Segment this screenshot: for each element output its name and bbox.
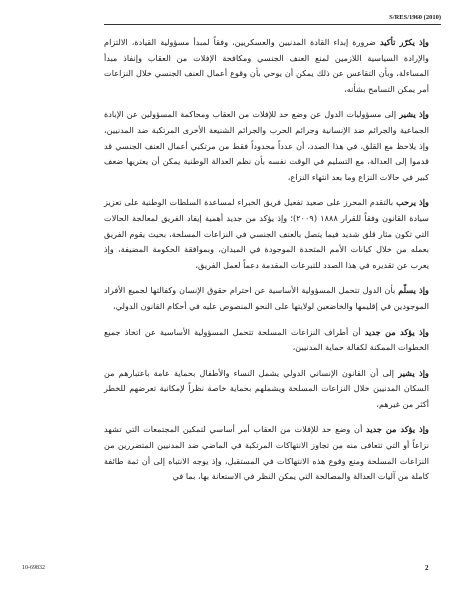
paragraph-lead: وإذ يؤكد من جديد <box>366 424 429 435</box>
paragraph-text: بأن الدول تتحمل المسؤولية الأساسية عن احترام حقوق الإنسان وكفالتها لجميع الأفراد الموجودين في إقليمها والخاضعين لولايتها على النحو المنصوص عليه في أحكام القانون الدولي، <box>104 285 429 311</box>
paragraph-lead: وإذ يؤكد من جديد <box>364 326 430 337</box>
header-divider <box>104 24 441 25</box>
paragraph-text: إلى أن القانون الإنساني الدولي يشمل النساء والأطفال بحماية عامة باعتبارهم من السكان المدنيين خلال النزاعات المسلحة ويشملهم بحماية خاصة نظراً لإمكانية تعرضهم للخطر أكثر من غيرهم، <box>104 367 429 409</box>
page-number: 2 <box>425 564 429 572</box>
paragraph-lead: وإذ يسلّم <box>398 285 429 296</box>
paragraph-4 <box>104 283 429 314</box>
page-footer <box>0 565 463 577</box>
paragraph-lead: وإذ يشير <box>398 367 430 378</box>
paragraph-6 <box>104 366 429 413</box>
paragraph-7 <box>104 422 429 484</box>
paragraph-text: ضرورة إبداء القادة المدنيين والعسكريين، وفقاً لمبدأ مسؤولية القيادة، الالتزام والإرادة السياسية اللازمين لمنع العنف الجنسي ومكافحة الإفلات من العقاب وإنفاذ مبدأ المساءلة، وبأن التقاعس عن ذلك يمكن أن يوحي بأن وقوع أعمال العنف الجنسي خلال النزاعات أمر يمكن التسامح بشأنه، <box>104 37 429 94</box>
paragraph-1 <box>104 35 429 97</box>
paragraph-text: بالتقدم المحرز على صعيد تفعيل فريق الخبراء لمساعدة السلطات الوطنية على تعزيز سيادة القانون وفقاً للقرار ١٨٨٨ (٢٠٠٩)؛ وإذ يؤكد من جديد أهمية إيفاد الفريق لمعالجة الحالات التي تكون مثار قلق شديد فيما يتصل بالعنف الجنسي في النزاعات المسلحة، بحيث يقوم الفريق بعمله من خلال كيانات الأمم المتحدة الموجودة في الميدان، وبموافقة الحكومة المضيفة، وإذ يعرب عن تقديره في هذا الصدد للتبرعات المقدمة دعماً لعمل الفريق، <box>104 197 430 270</box>
paragraph-text: أن وضع حد للإفلات من العقاب أمر أساسي لتمكين المجتمعات التي تشهد نزاعاً أو التي تتعافى منه من تجاوز الانتهاكات المرتكبة في الماضي ضد المدنيين المتضررين من النزاعات المسلحة ومنع وقوع هذه الانتهاكات في المستقبل، وإذ يوجه الانتباه إلى أن ثمة طائفة كاملة من آليات العدالة والمصالحة التي يمكن النظر في الاستعانة بها، بما في <box>104 424 429 482</box>
paragraph-lead: وإذ يرحب <box>396 197 429 208</box>
paragraph-lead: وإذ يكرّر تأكيد <box>379 37 429 47</box>
document-code: 10-69832 <box>22 565 45 571</box>
paragraph-text: إلى مسؤوليات الدول عن وضع حد للإفلات من العقاب ومحاكمة المسؤولين عن الإبادة الجماعية والجرائم ضد الإنسانية وجرائم الحرب والجرائم الشنيعة الأخرى المرتكبة ضد المدنيين، وإذ يلاحظ مع القلق، في هذا الصدد، أن عدداً محدوداً فقط من مرتكبي أعمال العنف الجنسي قد قدموا إلى العدالة، مع التسليم في الوقت نفسه بأن نظم العدالة الوطنية يمكن أن يعتريها ضعف كبير في حالات النزاع وما بعد انتهاء النزاع، <box>104 109 429 182</box>
paragraph-5 <box>104 325 429 356</box>
paragraph-2 <box>104 107 429 185</box>
paragraph-text: أن أطراف النزاعات المسلحة تتحمل المسؤولية الأساسية عن اتخاذ جميع الخطوات الممكنة لكفالة حماية المدنيين، <box>104 326 429 353</box>
document-body <box>104 35 429 495</box>
document-symbol: S/RES/1960 (2010) <box>389 14 441 21</box>
paragraph-lead: وإذ يشير <box>399 109 429 120</box>
paragraph-3 <box>104 195 429 273</box>
